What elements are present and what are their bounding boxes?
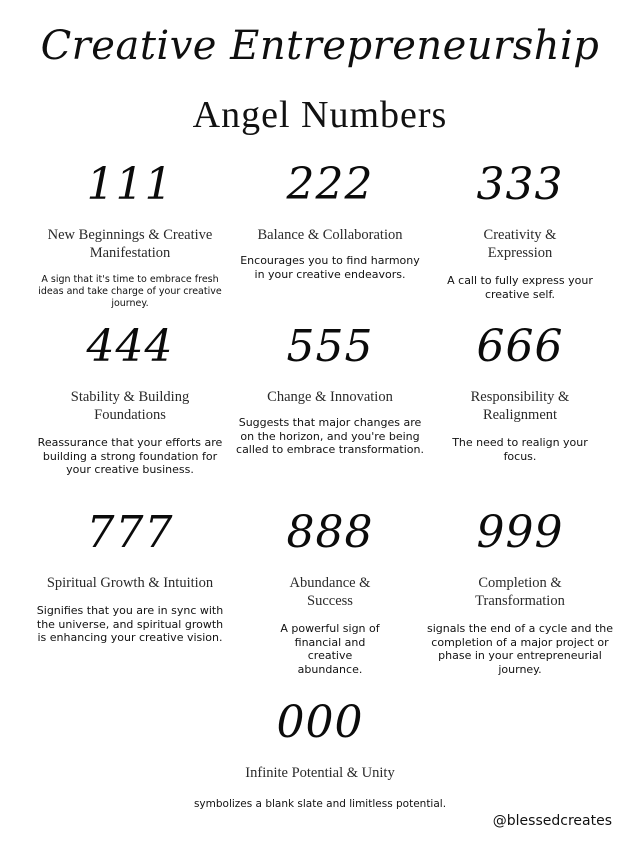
angel-number-meaning: Completion & Transformation xyxy=(475,575,565,609)
angel-number-card-000 xyxy=(120,698,520,812)
angel-number-meaning: Stability & Building Foundations xyxy=(70,389,190,423)
angel-number-description: symbolizes a blank slate and limitless potential. xyxy=(193,798,447,810)
angel-number-meaning: Balance & Collaboration xyxy=(257,227,403,243)
angel-number-card-666 xyxy=(420,322,620,463)
angel-number-card-333 xyxy=(420,160,620,301)
angel-number: 222 xyxy=(286,159,374,210)
angel-number-card-999 xyxy=(420,508,620,676)
angel-number-card-888 xyxy=(230,508,430,676)
angel-number-meaning: Creativity & Expression xyxy=(483,227,557,261)
angel-number-card-444 xyxy=(30,322,230,477)
angel-number: 666 xyxy=(476,321,564,372)
angel-number-description: Encourages you to find harmony in your creative endeavors. xyxy=(240,254,420,281)
angel-number-card-555 xyxy=(230,322,430,457)
angel-number-card-111 xyxy=(30,160,230,310)
page-subtitle: Angel Numbers xyxy=(192,94,448,136)
angel-number-description: A powerful sign of financial and creative abundance. xyxy=(280,622,380,676)
social-handle: @blessedcreates xyxy=(492,813,612,829)
angel-number-description: Reassurance that your efforts are building a strong foundation for your creative business. xyxy=(37,436,223,476)
angel-number-description: Signifies that you are in sync with the universe, and spiritual growth is enhancing your creative vision. xyxy=(36,604,224,644)
angel-number: 111 xyxy=(86,159,174,210)
angel-number: 777 xyxy=(86,507,174,558)
angel-number-meaning: Infinite Potential & Unity xyxy=(245,765,395,781)
angel-number: 888 xyxy=(286,507,374,558)
angel-number: 555 xyxy=(286,321,374,372)
angel-number-description: signals the end of a cycle and the completion of a major project or phase in your entrepreneurial journey. xyxy=(426,622,614,676)
angel-number: 999 xyxy=(476,507,564,558)
angel-number-description: A call to fully express your creative self. xyxy=(447,274,593,301)
angel-number-meaning: Change & Innovation xyxy=(267,389,393,405)
angel-number-meaning: Abundance & Success xyxy=(289,575,371,609)
angel-number: 333 xyxy=(476,159,564,210)
angel-number-meaning: New Beginnings & Creative Manifestation xyxy=(47,227,213,261)
angel-number-description: Suggests that major changes are on the horizon, and you're being called to embrace transformation. xyxy=(236,416,424,456)
page-title: Creative Entrepreneurship xyxy=(40,23,600,69)
angel-number-meaning: Responsibility & Realignment xyxy=(470,389,570,423)
angel-number-description: A sign that it's time to embrace fresh ideas and take charge of your creative journey. xyxy=(38,274,222,309)
angel-number-description: The need to realign your focus. xyxy=(452,436,588,463)
angel-number: 444 xyxy=(86,321,174,372)
angel-number-meaning: Spiritual Growth & Intuition xyxy=(46,575,214,591)
angel-number: 000 xyxy=(276,697,364,748)
angel-number-card-777 xyxy=(30,508,230,645)
angel-number-card-222 xyxy=(230,160,430,281)
